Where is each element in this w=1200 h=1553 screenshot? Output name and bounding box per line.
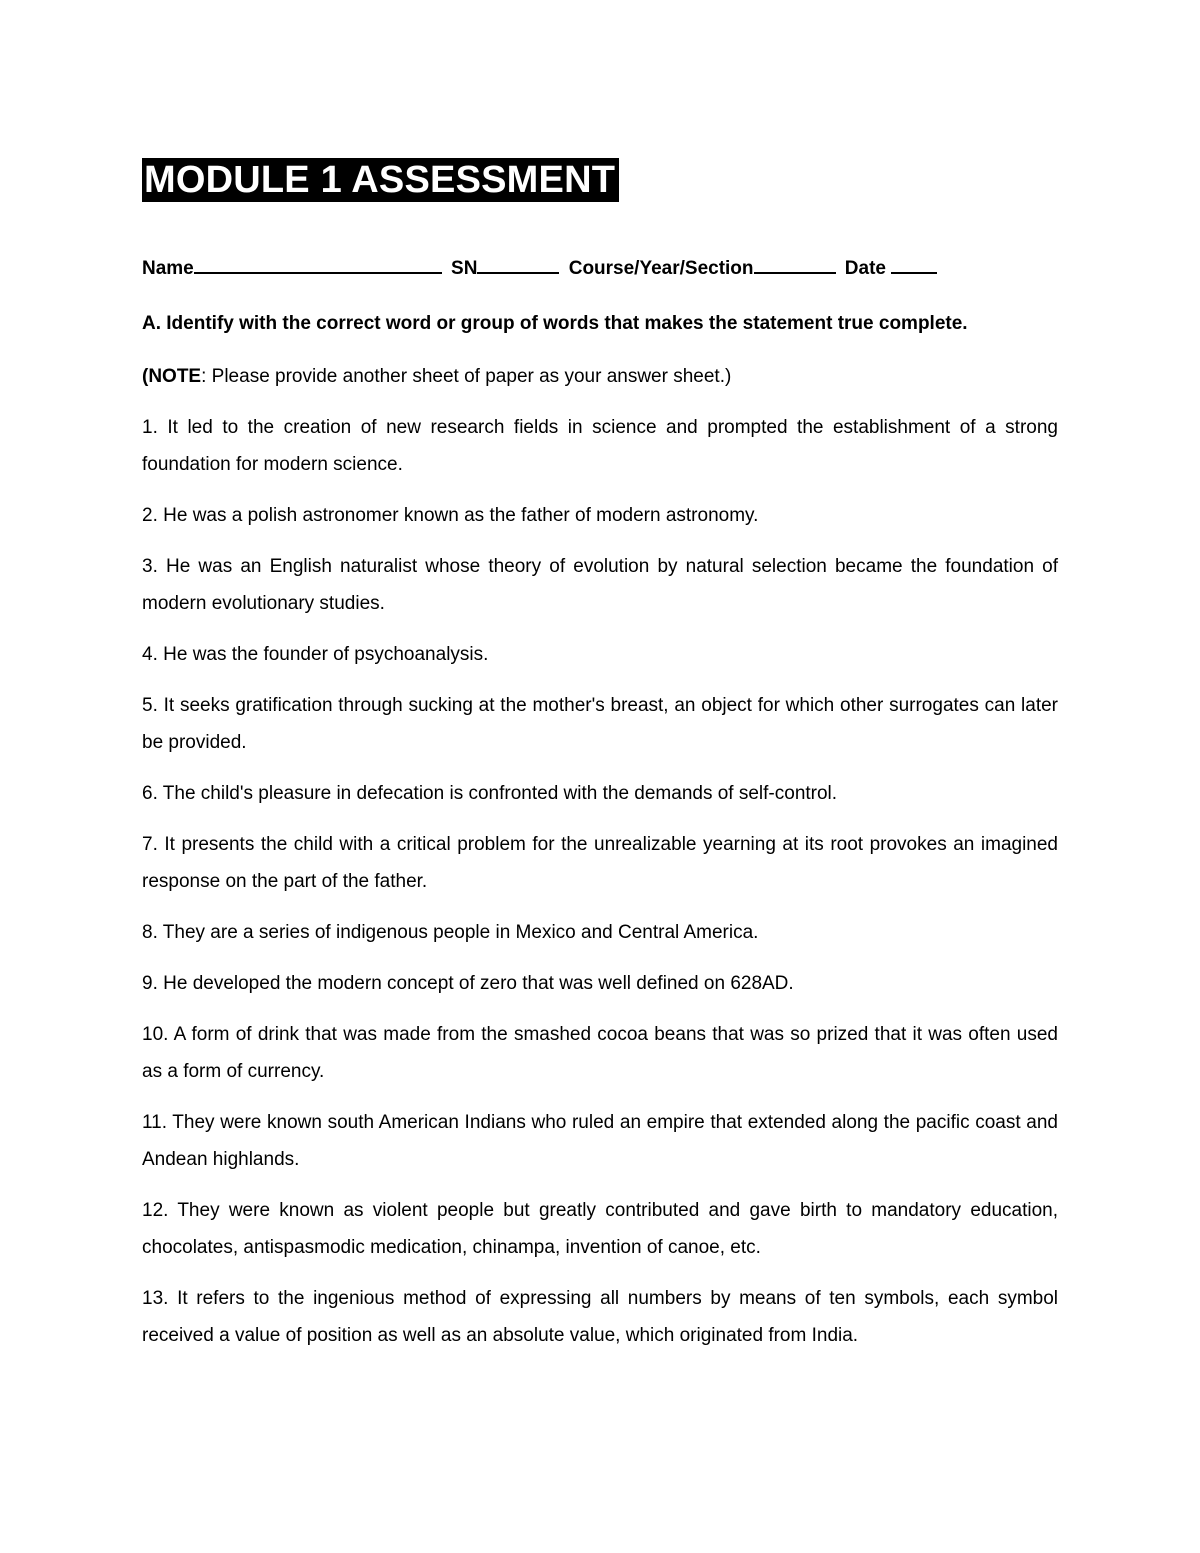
note-open-paren: (: [142, 366, 149, 387]
question-item-13: 13. It refers to the ingenious method of expressing all numbers by means of ten symbols, each symbol received a value of position as well as an absolute value, which originated from India.: [142, 1288, 1058, 1346]
question-item-4: 4. He was the founder of psychoanalysis.: [142, 644, 489, 665]
sn-blank: [477, 254, 559, 274]
course-year-section-blank: [754, 254, 836, 274]
question-item-11: 11. They were known south American Indians who ruled an empire that extended along the pacific coast and Andean highlands.: [142, 1112, 1058, 1170]
question-item-7: 7. It presents the child with a critical problem for the unrealizable yearning at its root provokes an imagined response on the part of the father.: [142, 834, 1058, 892]
student-info-line: [142, 254, 1058, 283]
answer-sheet-note: [142, 358, 1058, 395]
date-label: Date: [844, 258, 886, 279]
question-item-1: 1. It led to the creation of new research fields in science and prompted the establishment of a strong foundation for modern science.: [142, 417, 1058, 475]
sn-label: SN: [451, 258, 478, 279]
note-text: : Please provide another sheet of paper as your answer sheet.): [201, 366, 732, 387]
question-item-10: 10. A form of drink that was made from the smashed cocoa beans that was so prized that it was often used as a form of currency.: [142, 1024, 1058, 1082]
section-a-heading: A. Identify with the correct word or group of words that makes the statement true complete.: [142, 313, 968, 334]
note-label: NOTE: [148, 366, 202, 387]
page-title: MODULE 1 ASSESSMENT: [142, 158, 619, 202]
question-item-5: 5. It seeks gratification through sucking at the mother's breast, an object for which other surrogates can later be provided.: [142, 695, 1058, 753]
question-item-8: 8. They are a series of indigenous people in Mexico and Central America.: [142, 922, 759, 943]
name-blank: [194, 254, 442, 274]
question-item-12: 12. They were known as violent people but greatly contributed and gave birth to mandatory education, chocolates, antispasmodic medication, chinampa, invention of canoe, etc.: [142, 1200, 1058, 1258]
assessment-sheet: [142, 158, 1058, 1354]
name-label: Name: [142, 258, 194, 279]
question-item-3: 3. He was an English naturalist whose theory of evolution by natural selection became the foundation of modern evolutionary studies.: [142, 556, 1058, 614]
question-item-9: 9. He developed the modern concept of zero that was well defined on 628AD.: [142, 973, 794, 994]
question-item-6: 6. The child's pleasure in defecation is confronted with the demands of self-control.: [142, 783, 838, 804]
date-blank: [891, 254, 937, 274]
course-year-section-label: Course/Year/Section: [568, 258, 754, 279]
question-list: [142, 409, 1058, 1354]
question-item-2: 2. He was a polish astronomer known as the father of modern astronomy.: [142, 505, 759, 526]
